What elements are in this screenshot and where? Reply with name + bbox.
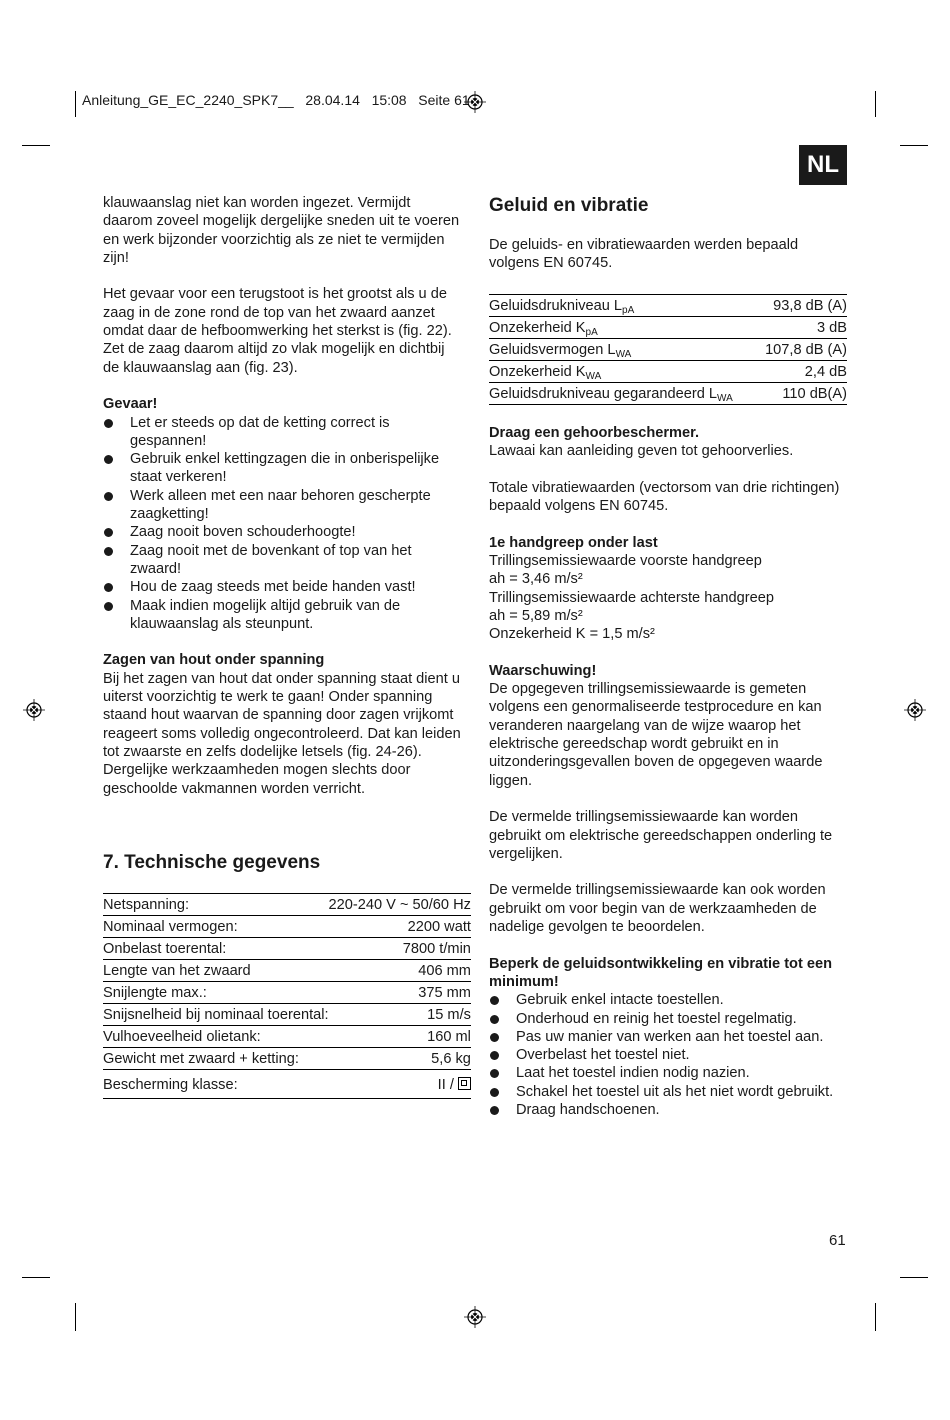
table-row <box>103 938 471 960</box>
sound-label-text: Onzekerheid K <box>489 364 586 380</box>
crop-mark <box>22 145 50 146</box>
table-row <box>489 317 847 339</box>
crop-mark <box>75 91 76 117</box>
sound-label-sub: pA <box>585 327 598 338</box>
header-time: 15:08 <box>371 92 407 108</box>
sound-value: 3 dB <box>757 317 847 339</box>
registration-mark-icon <box>464 1306 486 1328</box>
limit-heading: Beperk de geluidsontwikkeling en vibratie tot een minimum! <box>489 955 833 990</box>
crop-mark <box>900 145 928 146</box>
spec-label: Lengte van het zwaard <box>103 960 329 982</box>
left-column <box>103 194 463 798</box>
list-item: Zaag nooit boven schouderhoogte! <box>103 523 463 541</box>
list-item: Maak indien mogelijk altijd gebruik van de klauwaanslag als steunpunt. <box>103 597 463 634</box>
sound-label <box>489 295 757 317</box>
handle-line: Trillingsemissiewaarde achterste handgreep <box>489 589 774 606</box>
header-page-label: Seite 61 <box>418 92 470 108</box>
spec-value: 2200 watt <box>329 916 471 938</box>
page-number: 61 <box>829 1232 846 1249</box>
sound-label <box>489 361 757 383</box>
paragraph: De geluids- en vibratiewaarden werden bepaald volgens EN 60745. <box>489 237 799 272</box>
table-row <box>103 1048 471 1070</box>
table-row <box>103 960 471 982</box>
danger-heading: Gevaar! <box>103 396 158 413</box>
crop-mark <box>875 1303 876 1331</box>
table-row <box>489 361 847 383</box>
list-item: Draag handschoenen. <box>489 1101 849 1119</box>
spec-value: 7800 t/min <box>329 938 471 960</box>
spec-label: Snijsnelheid bij nominaal toerental: <box>103 1004 329 1026</box>
list-item: Laat het toestel indien nodig nazien. <box>489 1064 849 1082</box>
table-row <box>103 1004 471 1026</box>
sound-label-sub: WA <box>585 371 602 382</box>
right-column-body <box>489 424 849 1119</box>
spec-value: 15 m/s <box>329 1004 471 1026</box>
sound-label-text: Onzekerheid K <box>489 320 586 336</box>
handle-heading: 1e handgreep onder last <box>489 534 658 551</box>
spec-label: Snijlengte max.: <box>103 982 329 1004</box>
warning-heading: Waarschuwing! <box>489 662 597 679</box>
paragraph: Totale vibratiewaarden (vectorsom van drie richtingen) bepaald volgens EN 60745. <box>489 479 840 515</box>
section-title: Geluid en vibratie <box>489 195 649 216</box>
language-badge: NL <box>799 145 847 185</box>
crop-mark <box>875 91 876 117</box>
table-row <box>103 982 471 1004</box>
sound-value: 107,8 dB (A) <box>757 339 847 361</box>
spec-value: II / <box>437 1077 454 1093</box>
handle-line: ah = 5,89 m/s² <box>489 607 583 624</box>
sound-label <box>489 383 757 405</box>
sound-label-text: Geluidsvermogen L <box>489 342 616 358</box>
section-title: 7. Technische gegevens <box>103 852 321 873</box>
handle-line: Trillingsemissiewaarde voorste handgreep <box>489 553 762 570</box>
spec-label: Nominaal vermogen: <box>103 916 329 938</box>
limit-list <box>489 991 849 1119</box>
spec-label: Bescherming klasse: <box>103 1070 329 1099</box>
list-item: Zaag nooit met de bovenkant of top van het zwaard! <box>103 542 463 579</box>
paragraph: De opgegeven trillingsemissiewaarde is gemeten volgens een genormaliseerde testprocedure en kan veranderen naargelang van de wijze waarop het elektrische gereedschap wordt gebruikt en in uitzonderingsgevallen boven de opgegeven waarde liggen. <box>489 681 823 789</box>
table-row <box>103 1026 471 1048</box>
paragraph: De vermelde trillingsemissiewaarde kan worden gebruikt om elektrische gereedschappen onderling te vergelijken. <box>489 809 833 862</box>
list-item: Hou de zaag steeds met beide handen vast! <box>103 578 463 596</box>
sound-label <box>489 317 757 339</box>
protection-class-icon <box>458 1077 471 1090</box>
handle-line: Onzekerheid K = 1,5 m/s² <box>489 626 655 643</box>
spec-label: Vulhoeveelheid olietank: <box>103 1026 329 1048</box>
tech-specs-table <box>103 893 471 1099</box>
table-row <box>489 339 847 361</box>
paragraph: Bij het zagen van hout dat onder spanning staat dient u uiterst voorzichtig te werk te gaan! Onder spanning staand hout waarvan de spanning door zagen vrijkomt reageert soms volledig ongecontroleerd. Dat kan leiden tot zwaarste en zelfs dodelijke letsels (fig. 24-26). <box>103 670 461 760</box>
sound-value: 2,4 dB <box>757 361 847 383</box>
right-intro <box>489 236 849 273</box>
sound-label-sub: pA <box>622 305 635 316</box>
sound-value: 93,8 dB (A) <box>757 295 847 317</box>
sound-label-sub: WA <box>615 349 632 360</box>
crop-mark <box>22 1277 50 1278</box>
tech-specs-table-wrap <box>103 893 471 1099</box>
paragraph: klauwaanslag niet kan worden ingezet. Vermijdt daarom zoveel mogelijk dergelijke sneden uit te voeren en werk bijzonder voorzichtig als ze niet te vermijden zijn! <box>103 195 460 266</box>
list-item: Schakel het toestel uit als het niet wordt gebruikt. <box>489 1083 849 1101</box>
registration-mark-icon <box>904 699 926 721</box>
crop-mark <box>900 1277 928 1278</box>
list-item: Onderhoud en reinig het toestel regelmatig. <box>489 1010 849 1028</box>
danger-list <box>103 414 463 634</box>
registration-mark-icon <box>23 699 45 721</box>
sound-label <box>489 339 757 361</box>
print-header <box>82 92 470 108</box>
list-item: Let er steeds op dat de ketting correct is gespannen! <box>103 414 463 451</box>
table-row <box>103 1070 471 1099</box>
sound-label-text: Geluidsdrukniveau L <box>489 298 623 314</box>
header-filename: Anleitung_GE_EC_2240_SPK7__ <box>82 92 294 108</box>
sound-label-text: Geluidsdrukniveau gegarandeerd L <box>489 386 717 402</box>
spec-value: 375 mm <box>329 982 471 1004</box>
tension-heading: Zagen van hout onder spanning <box>103 652 325 669</box>
table-row <box>103 894 471 916</box>
spec-value: 160 ml <box>329 1026 471 1048</box>
registration-mark-icon <box>464 91 486 113</box>
spec-value-cell <box>329 1070 471 1099</box>
spec-label: Gewicht met zwaard + ketting: <box>103 1048 329 1070</box>
sound-value: 110 dB(A) <box>757 383 847 405</box>
crop-mark <box>75 1303 76 1331</box>
table-row <box>489 295 847 317</box>
paragraph: Dergelijke werkzaamheden mogen slechts door geschoolde vakmannen worden verricht. <box>103 762 411 797</box>
list-item: Gebruik enkel kettingzagen die in onberispelijke staat verkeren! <box>103 450 463 487</box>
sound-table-wrap <box>489 294 847 405</box>
list-item: Gebruik enkel intacte toestellen. <box>489 991 849 1009</box>
paragraph: Het gevaar voor een terugstoot is het grootst als u de zaag in de zone rond de top van het zwaard aanzet omdat daar de hefboomwerking het sterkst is (fig. 22). Zet de zaag daarom altijd zo vlak mogelijk en dichtbij de klauwaanslag aan (fig. 23). <box>103 286 452 376</box>
ear-heading: Draag een gehoorbeschermer. <box>489 425 700 441</box>
spec-label: Onbelast toerental: <box>103 938 329 960</box>
spec-value: 5,6 kg <box>329 1048 471 1070</box>
list-item: Pas uw manier van werken aan het toestel aan. <box>489 1028 849 1046</box>
sound-table <box>489 294 847 405</box>
handle-line: ah = 3,46 m/s² <box>489 571 583 588</box>
sound-label-sub: WA <box>717 393 733 404</box>
spec-value: 220-240 V ~ 50/60 Hz <box>329 894 471 916</box>
list-item: Werk alleen met een naar behoren gescherpte zaagketting! <box>103 487 463 524</box>
spec-value: 406 mm <box>329 960 471 982</box>
table-row <box>103 916 471 938</box>
spec-label: Netspanning: <box>103 894 329 916</box>
paragraph: De vermelde trillingsemissiewaarde kan ook worden gebruikt om voor begin van de werkzaamheden de nadelige gevolgen te beoordelen. <box>489 882 826 936</box>
paragraph: Lawaai kan aanleiding geven tot gehoorverlies. <box>489 443 794 460</box>
table-row <box>489 383 847 405</box>
header-date: 28.04.14 <box>305 92 360 108</box>
list-item: Overbelast het toestel niet. <box>489 1046 849 1064</box>
